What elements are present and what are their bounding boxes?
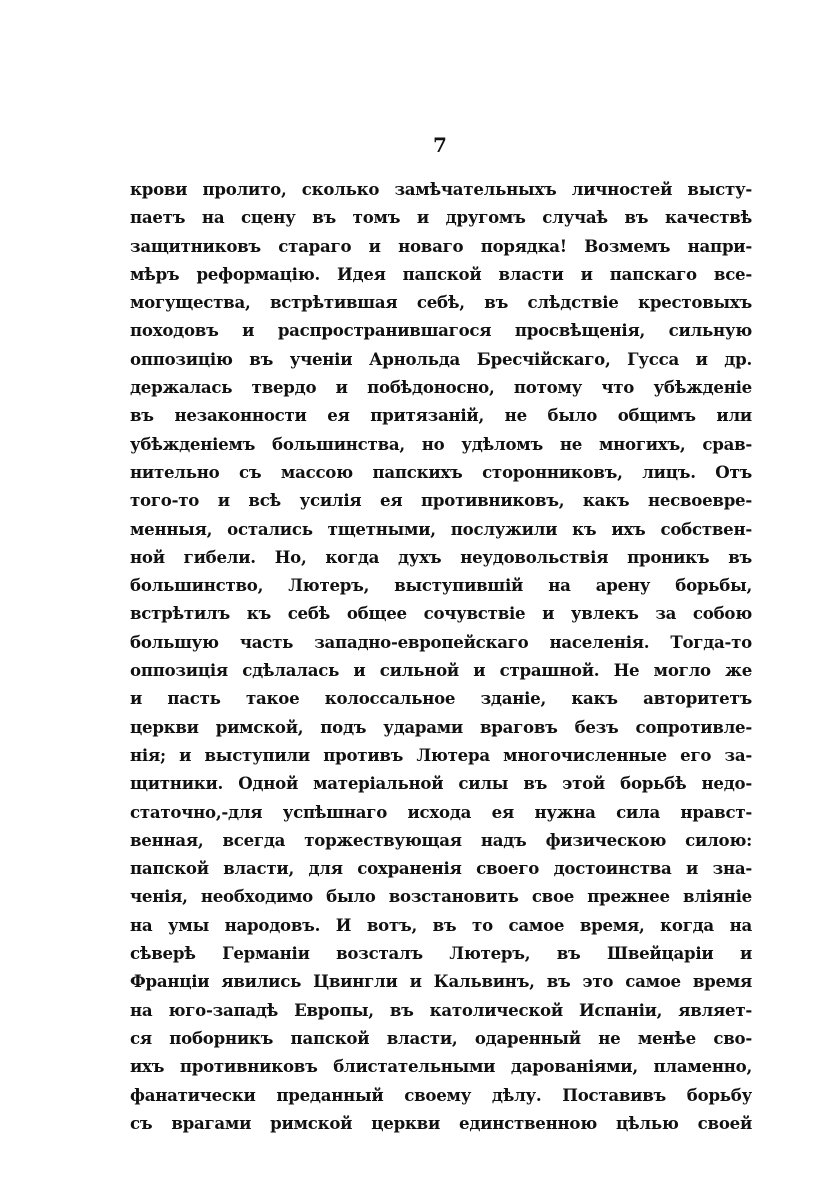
body-text [130, 175, 752, 1137]
text-line: паетъ на сцену въ томъ и другомъ случаѣ въ качествѣ [130, 207, 752, 228]
text-line: менныя, остались тщетными, послужили къ ихъ собствен- [130, 518, 752, 539]
text-line: съ врагами римской церкви единственною цѣлью своей [130, 1112, 752, 1133]
text-line: ся поборникъ папской власти, одаренный не менѣе сво- [130, 1027, 752, 1048]
text-line: большинство, Лютеръ, выступившій на арену борьбы, [130, 575, 752, 596]
text-line: статочно,-для успѣшнаго исхода ея нужна сила нравст- [130, 801, 752, 822]
text-line: держалась твердо и побѣдоносно, потому что убѣжденіе [130, 377, 752, 398]
text-line: ченія, необходимо было возстановить свое прежнее вліяніе [130, 886, 752, 907]
text-line: крови пролито, сколько замѣчательныхъ личностей высту- [130, 179, 752, 199]
text-line: оппозиція сдѣлалась и сильной и страшной. Не могло же [130, 660, 752, 681]
text-line: защитниковъ стараго и новаго порядка! Возмемъ напри- [130, 235, 752, 256]
text-line: сѣверѣ Германіи возсталъ Лютеръ, въ Швейцаріи и [130, 943, 752, 964]
text-line: ихъ противниковъ блистательными дарованіями, пламенно, [130, 1056, 752, 1077]
text-line: ной гибели. Но, когда духъ неудовольствія проникъ въ [130, 546, 752, 567]
text-line: на умы народовъ. И вотъ, въ то самое время, когда на [130, 914, 752, 935]
text-line: встрѣтилъ къ себѣ общее сочувствіе и увлекъ за собою [130, 603, 752, 624]
text-line: походовъ и распространившагося просвѣщенія, сильную [130, 320, 752, 341]
text-line: церкви римской, подъ ударами враговъ безъ сопротивле- [130, 716, 752, 737]
text-line: того-то и всѣ усилія ея противниковъ, какъ несвоевре- [130, 490, 752, 511]
text-line: нія; и выступили противъ Лютера многочисленные его за- [130, 744, 752, 765]
text-line: убѣжденіемъ большинства, но удѣломъ не многихъ, срав- [130, 433, 752, 454]
text-line: нительно съ массою папскихъ сторонниковъ, лицъ. Отъ [130, 461, 752, 482]
text-line: венная, всегда торжествующая надъ физическою силою: [130, 829, 752, 850]
text-line: Франціи явились Цвингли и Кальвинъ, въ это самое время [130, 971, 752, 992]
text-line: фанатически преданный своему дѣлу. Поставивъ борьбу [130, 1084, 752, 1105]
text-line: оппозицію въ ученіи Арнольда Бресчійскаго, Гусса и др. [130, 348, 752, 369]
text-line: щитники. Одной матеріальной силы въ этой борьбѣ недо- [130, 773, 752, 794]
text-line: на юго-западѣ Европы, въ католической Испаніи, являет- [130, 999, 752, 1020]
text-line: большую часть западно-европейскаго населенія. Тогда-то [130, 631, 752, 652]
text-line: въ незаконности ея притязаній, не было общимъ или [130, 405, 752, 426]
text-line: мѣръ реформацію. Идея папской власти и папскаго все- [130, 263, 752, 284]
text-line: и пасть такое колоссальное зданіе, какъ авторитетъ [130, 688, 752, 709]
text-line: папской власти, для сохраненія своего достоинства и зна- [130, 858, 752, 879]
text-line: могущества, встрѣтившая себѣ, въ слѣдствіе крестовыхъ [130, 292, 752, 313]
page-number: 7 [433, 133, 447, 157]
